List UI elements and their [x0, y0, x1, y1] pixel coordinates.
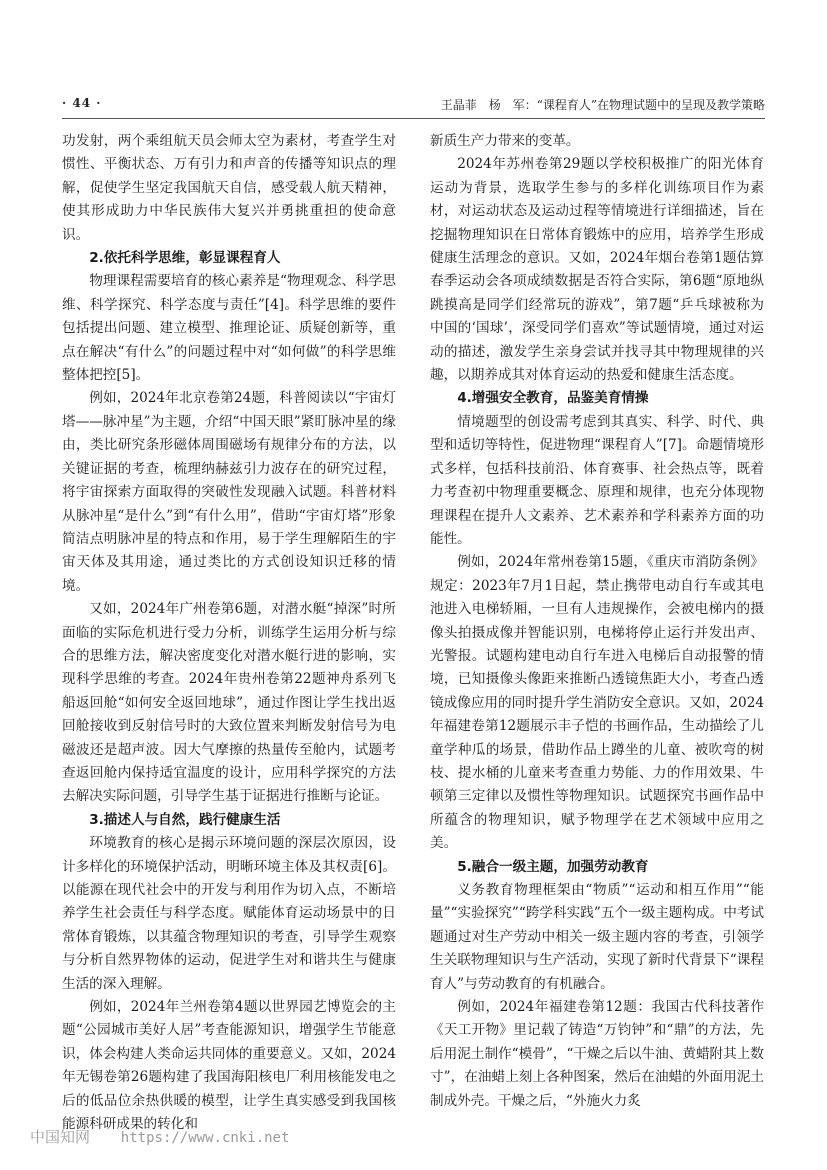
body-paragraph: 例如，2024年常州卷第15题，《重庆市消防条例》规定：2023年7月1日起，禁止携带电动自行车或其电池进入电梯轿厢，一旦有人违规操作，会被电梯内的摄像头拍摄成像并智能识别，电梯将停止运行并发出声、光警报。试题构建电动自行车进入电梯后自动报警的情境，已知摄像头像距来推断凸透镜焦距大小，考查凸透镜成像应用的同时提升学生消防安全意识。又如，2024年福建卷第12题展示丰子恺的书画作品，生动描绘了儿童学种瓜的场景，借助作品上蹲坐的儿童、被吹弯的树枝、提水桶的儿童来考查重力势能、力的作用效果、牛顿第三定律以及惯性等物理知识。试题探究书画作品中所蕴含的物理知识，赋予物理学在艺术领域中应用之美。	[430, 554, 764, 852]
body-paragraph: 情境题型的创设需考虑到其真实、科学、时代、典型和适切等特性，促进物理“课程育人”[7]。命题情境形式多样，包括科技前沿、体育赛事、社会热点等，既着力考查初中物理重要概念、原理和规律，也充分体现物理课程在提升人文素养、艺术素养和学科素养方面的功能性。	[430, 413, 764, 547]
section-heading: 2.依托科学思维，彰显课程育人	[89, 250, 281, 267]
watermark-site-name: 中国知网	[30, 1128, 91, 1146]
page-header	[62, 96, 765, 119]
section-heading: 3.描述人与自然，践行健康生活	[89, 811, 281, 828]
body-paragraph: 例如，2024年福建卷第12题：我国古代科技著作《天工开物》里记载了铸造“万钧钟”和“鼎”的方法，先后用泥土制作“模骨”，“干燥之后以牛油、黄蜡附其上数寸”，在油蜡上刻上各种图案，然后在油蜡的外面用泥土制成外壳。干燥之后，“外施火力炙	[430, 999, 764, 1109]
body-paragraph: 环境教育的核心是揭示环境问题的深层次原因，设计多样化的环境保护活动，明晰环境主体及其权责[6]。以能源在现代社会中的开发与利用作为切入点，不断培养学生社会责任与科学态度。赋能体育运动场景中的日常体育锻炼，以其蕴含物理知识的考查，引导学生观察与分析自然界物体的运动，促进学生对和谐共生与健康生活的深入理解。	[62, 835, 396, 992]
watermark-url: https://www.cnki.net	[120, 1130, 290, 1146]
right-column	[430, 130, 764, 1113]
running-title: 王晶菲 杨 军：“课程育人”在物理试题中的呈现及教学策略	[440, 98, 765, 112]
body-paragraph: 例如，2024年兰州卷第4题以世界园艺博览会的主题“公园城市美好人居”考查能源知识，增强学生节能意识，体会构建人类命运共同体的重要意义。又如，2024年无锡卷第26题构建了我国海阳核电厂利用核能发电之后的低品位余热供暖的模型，让学生真实感受到我国核能源科研成果的转化和	[62, 999, 396, 1133]
section-heading: 4.增强安全教育，品鉴美育情操	[457, 390, 649, 407]
cnki-watermark	[30, 1126, 289, 1147]
body-paragraph: 新质生产力带来的变革。	[430, 133, 580, 149]
body-paragraph: 义务教育物理框架由“物质”“运动和相互作用”“能量”“实验探究”“跨学科实践”五个一级主题构成。中考试题通过对生产劳动中相关一级主题内容的考查，引领学生关联物理知识与生产活动，实现了新时代背景下“课程育人”与劳动教育的有机融合。	[430, 882, 764, 992]
body-paragraph: 物理课程需要培育的核心素养是“物理观念、科学思维、科学探究、科学态度与责任”[4]。科学思维的要件包括提出问题、建立模型、推理论证、质疑创新等，重点在解决“有什么”的问题过程中对“如何做”的科学思维整体把控[5]。	[62, 273, 396, 384]
body-paragraph: 2024年苏州卷第29题以学校积极推广的阳光体育运动为背景，选取学生参与的多样化训练项目作为素材，对运动状态及运动过程等情境进行详细描述，旨在挖掘物理知识在日常体育锻炼中的应用，培养学生形成健康生活理念的意识。又如，2024年烟台卷第1题估算春季运动会各项成绩数据是否符合实际，第6题“原地纵跳摸高是同学们经常玩的游戏”，第7题“乒乓球被称为中国的‘国球’，深受同学们喜欢”等试题情境，通过对运动的描述，激发学生亲身尝试并找寻其中物理规律的兴趣，以期养成其对体育运动的热爱和健康生活态度。	[430, 156, 764, 384]
section-heading: 5.融合一级主题，加强劳动教育	[457, 858, 649, 875]
body-paragraph: 例如，2024年北京卷第24题，科普阅读以“宇宙灯塔——脉冲星”为主题，介绍“中国天眼”紧盯脉冲星的缘由，类比研究条形磁体周围磁场有规律分布的方法，以关键证据的考查，梳理纳赫兹引力波存在的研究过程，将宇宙探索方面取得的突破性发现融入试题。科普材料从脉冲星“是什么”到“有什么用”，借助“宇宙灯塔”形象简洁点明脉冲星的特点和作用，易于学生理解陌生的宇宙天体及其用途，通过类比的方式创设知识迁移的情境。	[62, 390, 396, 594]
left-column	[62, 130, 396, 1136]
body-paragraph: 功发射，两个乘组航天员会师太空为素材，考查学生对惯性、平衡状态、万有引力和声音的传播等知识点的理解，促使学生坚定我国航天自信，感受载人航天精神，使其形成助力中华民族伟大复兴并勇挑重担的使命意识。	[62, 133, 396, 243]
page-number: · 44 ·	[62, 96, 102, 110]
body-paragraph: 又如，2024年广州卷第6题，对潜水艇“掉深”时所面临的实际危机进行受力分析，训练学生运用分析与综合的思维方法，解决密度变化对潜水艇行进的影响，实现科学思维的考查。2024年贵州卷第22题神舟系列飞船返回舱“如何安全返回地球”，通过作图让学生找出返回舱接收到反射信号时的大致位置来判断发射信号为电磁波还是超声波。因大气摩擦的热量传至舱内，试题考查返回舱内保持适宜温度的设计，应用科学探究的方法去解决实际问题，引导学生基于证据进行推断与论证。	[62, 601, 396, 805]
